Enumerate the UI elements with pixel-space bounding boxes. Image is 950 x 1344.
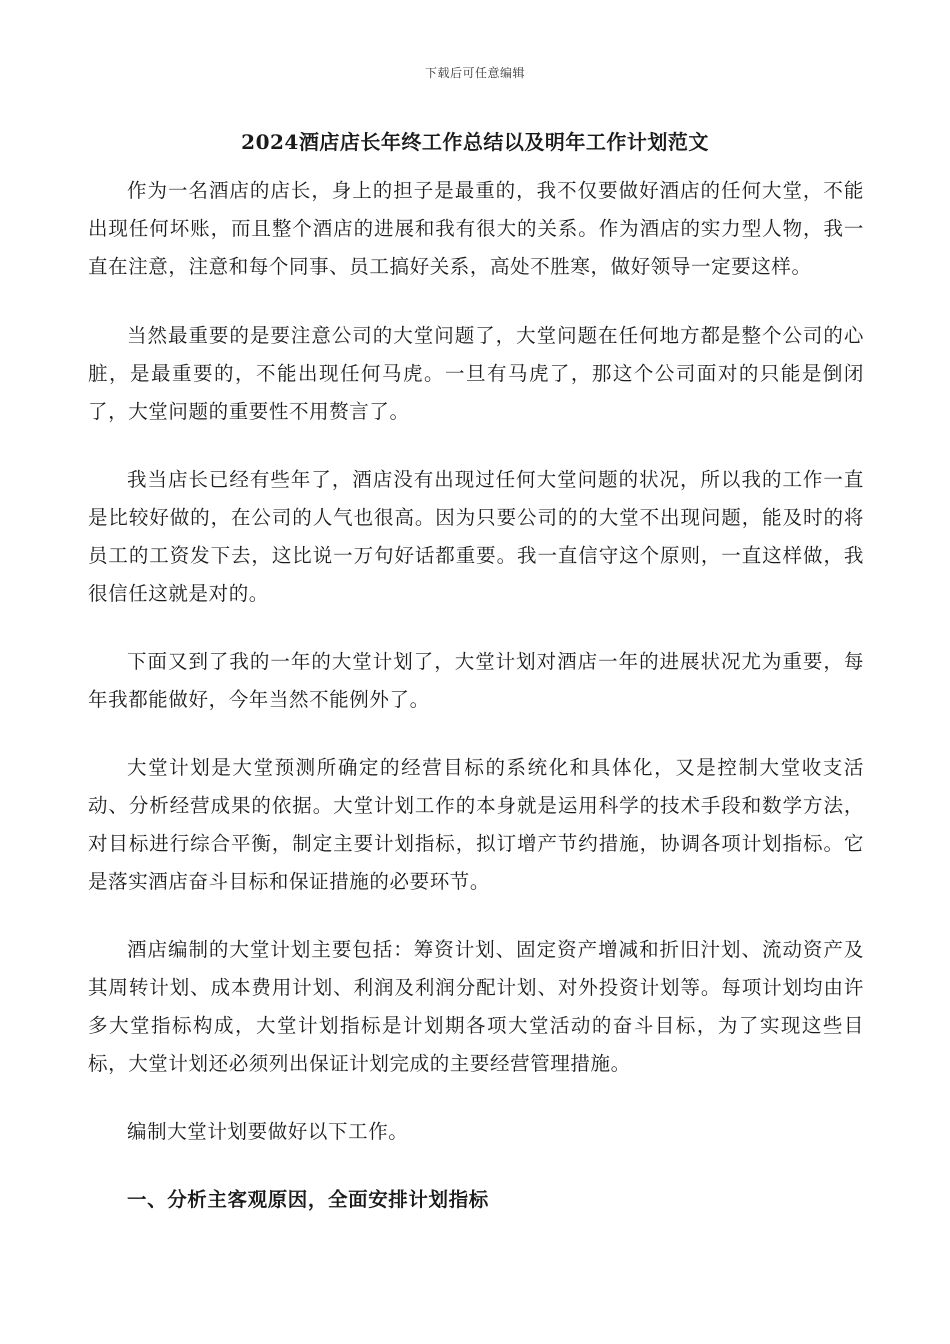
header-note: 下载后可任意编辑 (424, 66, 525, 80)
paragraph: 下面又到了我的一年的大堂计划了，大堂计划对酒店一年的进展状况尤为重要，每年我都能做好，今年当然不能例外了。 (88, 650, 864, 711)
paragraph: 编制大堂计划要做好以下工作。 (127, 1120, 409, 1143)
paragraph: 作为一名酒店的店长，身上的担子是最重的，我不仅要做好酒店的任何大堂，不能出现任何坏账，而且整个酒店的进展和我有很大的关系。作为酒店的实力型人物，我一直在注意，注意和每个同事、员工搞好关系，高处不胜寒，做好领导一定要这样。 (88, 179, 864, 278)
paragraph: 当然最重要的是要注意公司的大堂问题了，大堂问题在任何地方都是整个公司的心脏，是最重要的，不能出现任何马虎。一旦有马虎了，那这个公司面对的只能是倒闭了，大堂问题的重要性不用赘言了。 (88, 324, 864, 423)
section-heading: 一、分析主客观原因，全面安排计划指标 (127, 1188, 489, 1211)
document-body (88, 172, 864, 1219)
paragraph: 酒店编制的大堂计划主要包括：筹资计划、固定资产增减和折旧汁划、流动资产及其周转计划、成本费用计划、利润及利润分配计划、对外投资计划等。每项计划均由许多大堂指标构成，大堂计划指标是计划期各项大堂活动的奋斗目标，为了实现这些目标，大堂计划还必须列出保证计划完成的主要经营管理措施。 (88, 938, 864, 1075)
paragraph: 我当店长已经有些年了，酒店没有出现过任何大堂问题的状况，所以我的工作一直是比较好做的，在公司的人气也很高。因为只要公司的的大堂不出现问题，能及时的将员工的工资发下去，这比说一万句好话都重要。我一直信守这个原则，一直这样做，我很信任这就是对的。 (88, 468, 864, 605)
document-title: 2024酒店店长年终工作总结以及明年工作计划范文 (241, 130, 709, 154)
paragraph: 大堂计划是大堂预测所确定的经营目标的系统化和具体化，又是控制大堂收支活动、分析经营成果的依据。大堂计划工作的本身就是运用科学的技术手段和数学方法，对目标进行综合平衡，制定主要计划指标，拟订增产节约措施，协调各项计划指标。它是落实酒店奋斗目标和保证措施的必要环节。 (88, 756, 864, 893)
